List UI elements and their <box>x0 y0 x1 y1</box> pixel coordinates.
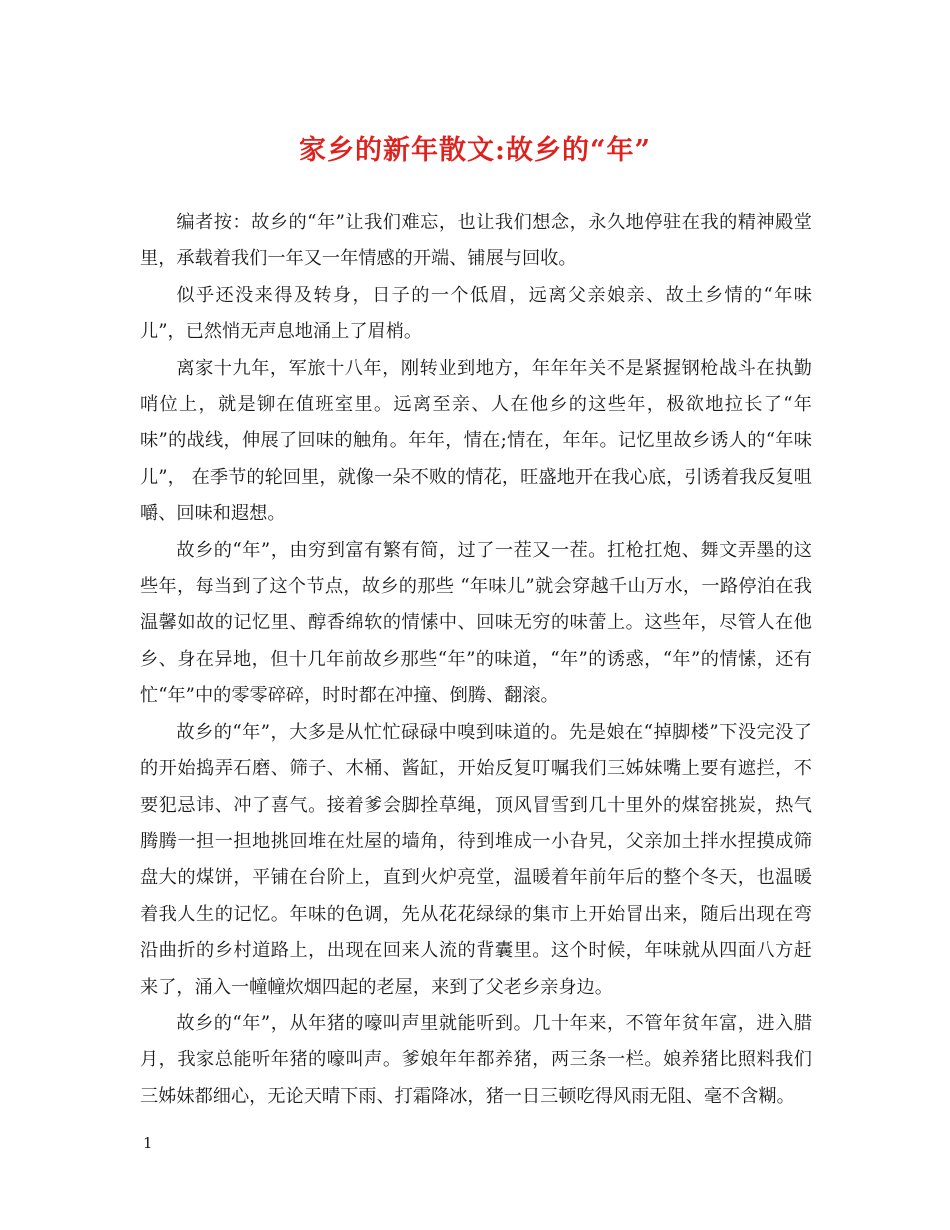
paragraph: 故乡的“年”，从年猪的嚎叫声里就能听到。几十年来，不管年贫年富，进入腊月，我家总能听年猪的嚎叫声。爹娘年年都养猪，两三条一栏。娘养猪比照料我们三姊妹都细心，无论天晴下雨、打霜降冰，猪一日三顿吃得风雨无阻、毫不含糊。 <box>140 1012 812 1107</box>
document-body <box>140 205 812 1115</box>
paragraph: 似乎还没来得及转身，日子的一个低眉，远离父亲娘亲、故土乡情的“年味儿”，已然悄无声息地涌上了眉梢。 <box>140 284 812 343</box>
paragraph: 故乡的“年”，大多是从忙忙碌碌中嗅到味道的。先是娘在“掉脚楼”下没完没了的开始捣弄石磨、筛子、木桶、酱缸，开始反复叮嘱我们三姊妹嘴上要有遮拦，不要犯忌讳、冲了喜气。接着爹会脚拴草绳，顶风冒雪到几十里外的煤窑挑炭，热气腾腾一担一担地挑回堆在灶屋的墙角，待到堆成一小旮旯，父亲加土拌水捏摸成筛盘大的煤饼，平铺在台阶上，直到火炉亮堂，温暖着年前年后的整个冬天，也温暖着我人生的记忆。年味的色调，先从花花绿绿的集市上开始冒出来，随后出现在弯沿曲折的乡村道路上，出现在回来人流的背囊里。这个时候，年味就从四面八方赶来了，涌入一幢幢炊烟四起的老屋，来到了父老乡亲身边。 <box>140 721 812 998</box>
paragraph: 故乡的“年”，由穷到富有繁有简，过了一茬又一茬。扛枪扛炮、舞文弄墨的这些年，每当到了这个节点，故乡的那些 “年味儿”就会穿越千山万水，一路停泊在我温馨如故的记忆里、醇香绵软的情愫中、回味无穷的味蕾上。这些年，尽管人在他乡、身在异地，但十几年前故乡那些“年”的味道，“年”的诱惑，“年”的情愫，还有忙“年”中的零零碎碎，时时都在冲撞、倒腾、翻滚。 <box>140 539 812 707</box>
paragraph: 编者按：故乡的“年”让我们难忘，也让我们想念，永久地停驻在我的精神殿堂里，承载着我们一年又一年情感的开端、铺展与回收。 <box>140 212 812 270</box>
page-number: 1 <box>143 1134 153 1152</box>
paragraph: 离家十九年，军旅十八年，刚转业到地方，年年年关不是紧握钢枪战斗在执勤哨位上，就是铆在值班室里。远离至亲、人在他乡的这些年，极欲地拉长了“年味”的战线，伸展了回味的触角。年年，情在;情在，年年。记忆里故乡诱人的“年味儿”， 在季节的轮回里，就像一朵不败的情花，旺盛地开在我心底，引诱着我反复咀嚼、回味和遐想。 <box>140 357 812 525</box>
document-title: 家乡的新年散文:故乡的“年” <box>298 135 652 166</box>
